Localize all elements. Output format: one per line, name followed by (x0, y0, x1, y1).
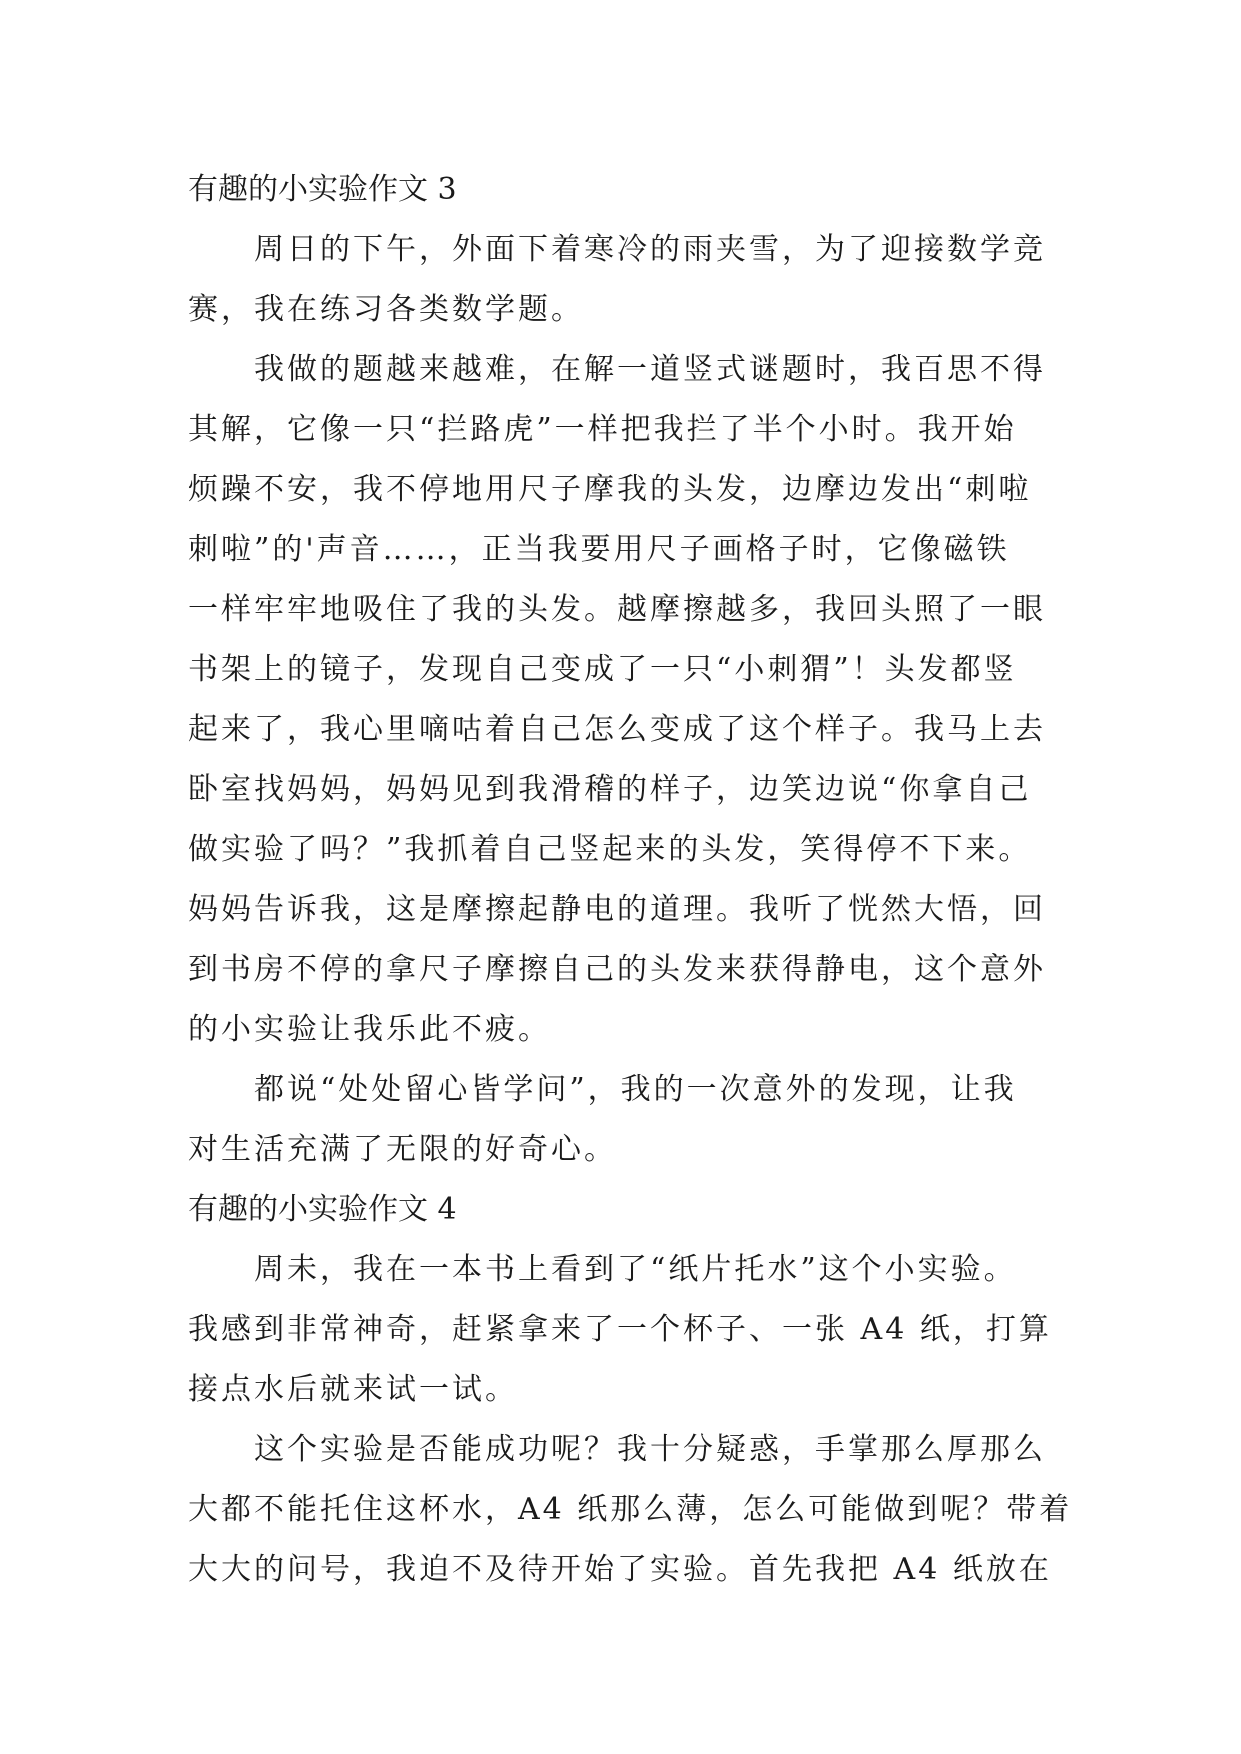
paragraph (188, 220, 1048, 340)
text-line: 卧室找妈妈，妈妈见到我滑稽的样子，边笑边说“你拿自己 (188, 772, 1032, 807)
essay-section-4 (188, 1180, 1073, 1600)
text-line: 刺啦”的'声音……，正当我要用尺子画格子时，它像磁铁 (188, 532, 1010, 567)
paragraph (188, 1240, 1052, 1420)
text-line: 起来了，我心里嘀咕着自己怎么变成了这个样子。我马上去 (188, 712, 1046, 747)
section-title: 有趣的小实验作文 3 (188, 172, 457, 207)
essay-section-3 (188, 160, 1048, 1180)
paragraph (188, 340, 1048, 1060)
text-line: 我感到非常神奇，赶紧拿来了一个杯子、一张 A4 纸，打算 (188, 1312, 1052, 1347)
text-line: 的小实验让我乐此不疲。 (188, 1012, 551, 1047)
text-line: 大都不能托住这杯水，A4 纸那么薄，怎么可能做到呢？带着 (188, 1492, 1073, 1527)
text-line: 我做的题越来越难，在解一道竖式谜题时，我百思不得 (254, 352, 1046, 387)
text-line: 周日的下午，外面下着寒冷的雨夹雪，为了迎接数学竞 (254, 232, 1046, 267)
text-line: 到书房不停的拿尺子摩擦自己的头发来获得静电，这个意外 (188, 952, 1046, 987)
text-line: 赛，我在练习各类数学题。 (188, 292, 584, 327)
paragraph (188, 1420, 1073, 1600)
text-line: 大大的问号，我迫不及待开始了实验。首先我把 A4 纸放在 (188, 1552, 1052, 1587)
text-line: 书架上的镜子，发现自己变成了一只“小刺猬”！头发都竖 (188, 652, 1017, 687)
text-line: 一样牢牢地吸住了我的头发。越摩擦越多，我回头照了一眼 (188, 592, 1046, 627)
text-line: 都说“处处留心皆学问”，我的一次意外的发现，让我 (254, 1072, 1017, 1107)
document-page (188, 160, 1073, 1600)
paragraph (188, 1060, 1048, 1180)
text-line: 这个实验是否能成功呢？我十分疑惑，手掌那么厚那么 (254, 1432, 1046, 1467)
text-line: 对生活充满了无限的好奇心。 (188, 1132, 617, 1167)
text-line: 接点水后就来试一试。 (188, 1372, 518, 1407)
text-line: 妈妈告诉我，这是摩擦起静电的道理。我听了恍然大悟，回 (188, 892, 1046, 927)
section-title: 有趣的小实验作文 4 (188, 1192, 457, 1227)
text-line: 烦躁不安，我不停地用尺子摩我的头发，边摩边发出“刺啦 (188, 472, 1032, 507)
text-line: 其解，它像一只“拦路虎”一样把我拦了半个小时。我开始 (188, 412, 1017, 447)
text-line: 做实验了吗？”我抓着自己竖起来的头发，笑得停不下来。 (188, 832, 1032, 867)
text-line: 周未，我在一本书上看到了“纸片托水”这个小实验。 (254, 1252, 1017, 1287)
